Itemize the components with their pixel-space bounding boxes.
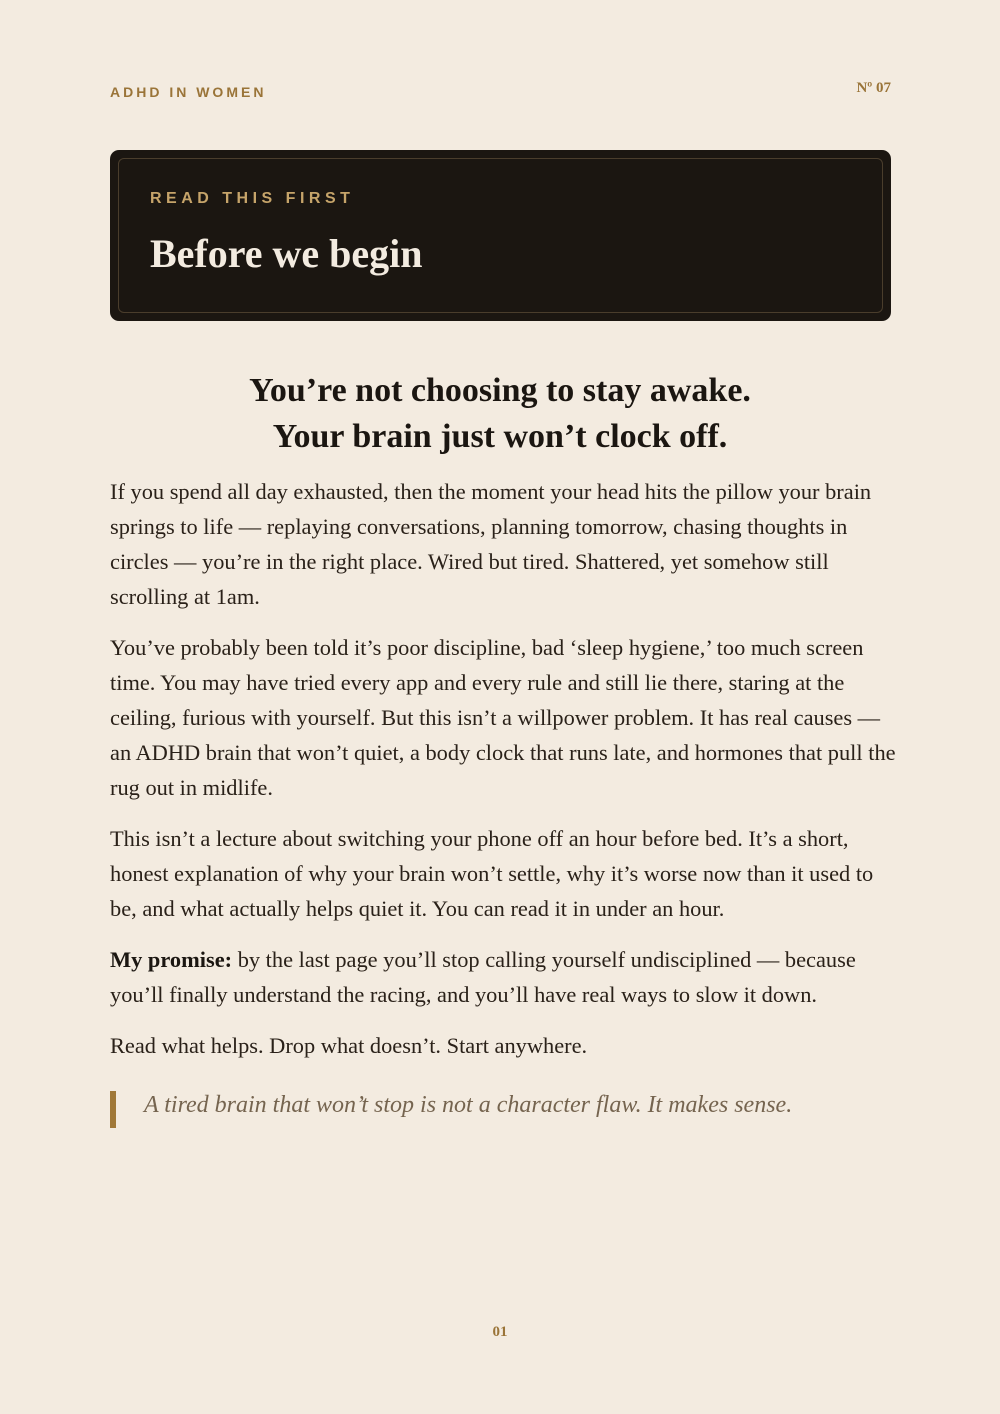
paragraph-5: Read what helps. Drop what doesn’t. Start anywhere. (110, 1033, 588, 1058)
promise-paragraph (110, 942, 900, 1012)
pull-quote-text: A tired brain that won’t stop is not a character flaw. It makes sense. (144, 1092, 793, 1118)
page-number: 01 (492, 1324, 508, 1340)
promise-text: by the last page you’ll stop calling yourself undisciplined — because you’ll finally understand the racing, and you’ll have real ways to slow it down. (110, 947, 856, 1007)
paragraph-1: If you spend all day exhausted, then the moment your head hits the pillow your brain springs to life — replaying conversations, planning tomorrow, chasing thoughts in circles — you’re in the right place. Wired but tired. Shattered, yet somehow still scrolling at 1am. (110, 479, 872, 609)
paragraph-3: This isn’t a lecture about switching your phone off an hour before bed. It’s a short, honest explanation of why your brain won’t settle, why it’s worse now than it used to be, and what actually helps quiet it. You can read it in under an hour. (110, 826, 874, 921)
issue-number: Nº 07 (856, 80, 891, 96)
promise-label: My promise: (110, 947, 233, 972)
series-title: ADHD IN WOMEN (110, 84, 267, 100)
headline (110, 368, 890, 460)
paragraph-2: You’ve probably been told it’s poor discipline, bad ‘sleep hygiene,’ too much screen time. You may have tried every app and every rule and still lie there, staring at the ceiling, furious with yourself. But this isn’t a willpower problem. It has real causes — an ADHD brain that won’t quiet, a body clock that runs late, and hormones that pull the rug out in midlife. (110, 635, 896, 800)
pull-quote (110, 1091, 890, 1128)
banner-title: Before we begin (150, 231, 423, 276)
body-text (110, 474, 900, 1079)
headline-line-1: You’re not choosing to stay awake. (249, 372, 751, 409)
banner-kicker: READ THIS FIRST (150, 190, 355, 207)
headline-line-2: Your brain just won’t clock off. (272, 418, 728, 455)
